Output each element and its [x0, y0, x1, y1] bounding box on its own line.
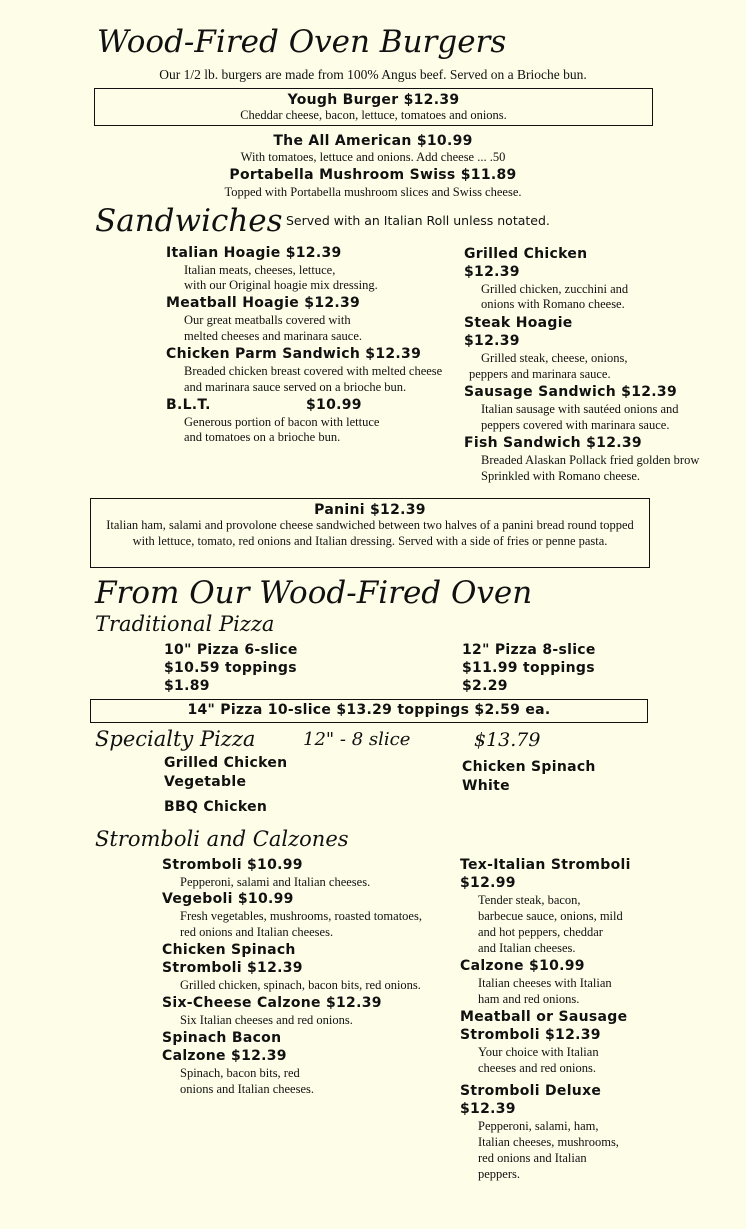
- pizza-12-line-2: $11.99 toppings: [462, 660, 595, 676]
- specialty-white: White: [462, 778, 510, 794]
- tex-italian-name-2: $12.99: [460, 875, 516, 891]
- all-american-desc: With tomatoes, lettuce and onions. Add cheese ... .50: [240, 150, 506, 164]
- specialty-vegetable: Vegetable: [164, 774, 247, 790]
- portabella-name: Portabella Mushroom Swiss $11.89: [229, 167, 517, 183]
- burgers-intro: Our 1/2 lb. burgers are made from 100% Angus beef. Served on a Brioche bun.: [159, 67, 587, 82]
- meatball-sausage-stromboli-desc-2: cheeses and red onions.: [478, 1061, 597, 1075]
- tex-italian-desc-4: and Italian cheeses.: [478, 941, 576, 955]
- stromboli-deluxe-desc-4: peppers.: [478, 1167, 520, 1181]
- pizza-12-line-1: 12" Pizza 8-slice: [462, 642, 596, 658]
- steak-hoagie-desc-1: Grilled steak, cheese, onions,: [481, 351, 628, 365]
- blt-desc-1: Generous portion of bacon with lettuce: [184, 415, 380, 429]
- chicken-parm-desc-1: Breaded chicken breast covered with melted cheese: [184, 364, 443, 378]
- sandwiches-note: Served with an Italian Roll unless notated.: [286, 213, 550, 228]
- fish-sandwich-desc-2: Sprinkled with Romano cheese.: [481, 469, 640, 483]
- all-american-name: The All American $10.99: [273, 133, 473, 149]
- sandwiches-title: Sandwiches: [95, 203, 283, 239]
- stromboli-deluxe-desc-2: Italian cheeses, mushrooms,: [478, 1135, 619, 1149]
- pizza-14-text: 14" Pizza 10-slice $13.29 toppings $2.59 ea.: [187, 702, 551, 718]
- spinach-bacon-calzone-name-2: Calzone $12.39: [162, 1048, 287, 1064]
- meatball-hoagie-name: Meatball Hoagie $12.39: [166, 295, 361, 311]
- tex-italian-desc-2: barbecue sauce, onions, mild: [478, 909, 623, 923]
- meatball-sausage-stromboli-name-1: Meatball or Sausage: [460, 1009, 628, 1025]
- panini-desc: Italian ham, salami and provolone cheese sandwiched between two halves of a panini bread round topped with lettuce, tomato, red onions and Italian dressing. Served with a side of fries or penne pasta.: [106, 518, 634, 548]
- chicken-spinach-stromboli-name-1: Chicken Spinach: [162, 942, 296, 958]
- spinach-bacon-calzone-name-1: Spinach Bacon: [162, 1030, 282, 1046]
- meatball-sausage-stromboli-name-2: Stromboli $12.39: [460, 1027, 601, 1043]
- fish-sandwich-name: Fish Sandwich $12.39: [464, 435, 642, 451]
- tex-italian-name-1: Tex-Italian Stromboli: [460, 857, 631, 873]
- steak-hoagie-name: Steak Hoagie: [464, 315, 573, 331]
- pizza-10-line-3: $1.89: [164, 678, 210, 694]
- oven-title: From Our Wood-Fired Oven: [95, 575, 533, 611]
- specialty-bbq-chicken: BBQ Chicken: [164, 799, 268, 815]
- burgers-title: Wood-Fired Oven Burgers: [97, 24, 507, 60]
- specialty-pizza-size: 12" - 8 slice: [303, 729, 411, 750]
- portabella-desc: Topped with Portabella mushroom slices and Swiss cheese.: [224, 185, 522, 199]
- pizza-14-box: [90, 699, 648, 723]
- stromboli-deluxe-name-1: Stromboli Deluxe: [460, 1083, 602, 1099]
- grilled-chicken-name: Grilled Chicken: [464, 246, 588, 262]
- yough-burger-name: Yough Burger $12.39: [287, 92, 460, 108]
- stromboli-deluxe-desc-1: Pepperoni, salami, ham,: [478, 1119, 599, 1133]
- specialty-pizza-title: Specialty Pizza: [95, 727, 256, 751]
- italian-hoagie-desc-1: Italian meats, cheeses, lettuce,: [184, 263, 336, 277]
- specialty-pizza-price: $13.79: [474, 729, 541, 751]
- yough-burger-desc: Cheddar cheese, bacon, lettuce, tomatoes and onions.: [240, 108, 507, 122]
- chicken-spinach-stromboli-desc: Grilled chicken, spinach, bacon bits, red onions.: [180, 978, 421, 992]
- vegeboli-desc-2: red onions and Italian cheeses.: [180, 925, 334, 939]
- vegeboli-name: Vegeboli $10.99: [162, 891, 294, 907]
- specialty-grilled-chicken: Grilled Chicken: [164, 755, 288, 771]
- panini-name: Panini $12.39: [314, 502, 426, 518]
- six-cheese-calzone-desc: Six Italian cheeses and red onions.: [180, 1013, 353, 1027]
- sausage-sandwich-desc-2: peppers covered with marinara sauce.: [481, 418, 670, 432]
- vegeboli-desc-1: Fresh vegetables, mushrooms, roasted tomatoes,: [180, 909, 422, 923]
- sausage-sandwich-name: Sausage Sandwich $12.39: [464, 384, 677, 400]
- calzone-name: Calzone $10.99: [460, 958, 585, 974]
- tex-italian-desc-3: and hot peppers, cheddar: [478, 925, 603, 939]
- stromboli-deluxe-name-2: $12.39: [460, 1101, 516, 1117]
- grilled-chicken-desc-2: onions with Romano cheese.: [481, 297, 625, 311]
- stromboli-desc: Pepperoni, salami and Italian cheeses.: [180, 875, 371, 889]
- pizza-10-line-1: 10" Pizza 6-slice: [164, 642, 298, 658]
- traditional-pizza-title: Traditional Pizza: [95, 612, 275, 636]
- sausage-sandwich-desc-1: Italian sausage with sautéed onions and: [481, 402, 679, 416]
- chicken-parm-name: Chicken Parm Sandwich $12.39: [166, 346, 422, 362]
- steak-hoagie-price: $12.39: [464, 333, 520, 349]
- italian-hoagie-desc-2: with our Original hoagie mix dressing.: [184, 278, 378, 292]
- steak-hoagie-desc-2: peppers and marinara sauce.: [469, 367, 611, 381]
- fish-sandwich-desc-1: Breaded Alaskan Pollack fried golden brow: [481, 453, 700, 467]
- blt-desc-2: and tomatoes on a brioche bun.: [184, 430, 341, 444]
- grilled-chicken-desc-1: Grilled chicken, zucchini and: [481, 282, 629, 296]
- stromboli-title: Stromboli and Calzones: [95, 827, 349, 851]
- spinach-bacon-calzone-desc-2: onions and Italian cheeses.: [180, 1082, 314, 1096]
- italian-hoagie-name: Italian Hoagie $12.39: [166, 245, 342, 261]
- blt-name: B.L.T.: [166, 397, 211, 413]
- panini-box: [90, 498, 650, 568]
- six-cheese-calzone-name: Six-Cheese Calzone $12.39: [162, 995, 382, 1011]
- yough-burger-box: [94, 88, 653, 126]
- grilled-chicken-price: $12.39: [464, 264, 520, 280]
- spinach-bacon-calzone-desc-1: Spinach, bacon bits, red: [180, 1066, 300, 1080]
- calzone-desc-1: Italian cheeses with Italian: [478, 976, 612, 990]
- pizza-10-line-2: $10.59 toppings: [164, 660, 297, 676]
- chicken-spinach-stromboli-name-2: Stromboli $12.39: [162, 960, 303, 976]
- tex-italian-desc-1: Tender steak, bacon,: [478, 893, 581, 907]
- meatball-hoagie-desc-2: melted cheeses and marinara sauce.: [184, 329, 363, 343]
- blt-price: $10.99: [306, 397, 362, 413]
- pizza-12-line-3: $2.29: [462, 678, 508, 694]
- meatball-sausage-stromboli-desc-1: Your choice with Italian: [478, 1045, 599, 1059]
- specialty-chicken-spinach: Chicken Spinach: [462, 759, 596, 775]
- chicken-parm-desc-2: and marinara sauce served on a brioche bun.: [184, 380, 407, 394]
- stromboli-deluxe-desc-3: red onions and Italian: [478, 1151, 587, 1165]
- calzone-desc-2: ham and red onions.: [478, 992, 580, 1006]
- meatball-hoagie-desc-1: Our great meatballs covered with: [184, 313, 351, 327]
- stromboli-name: Stromboli $10.99: [162, 857, 303, 873]
